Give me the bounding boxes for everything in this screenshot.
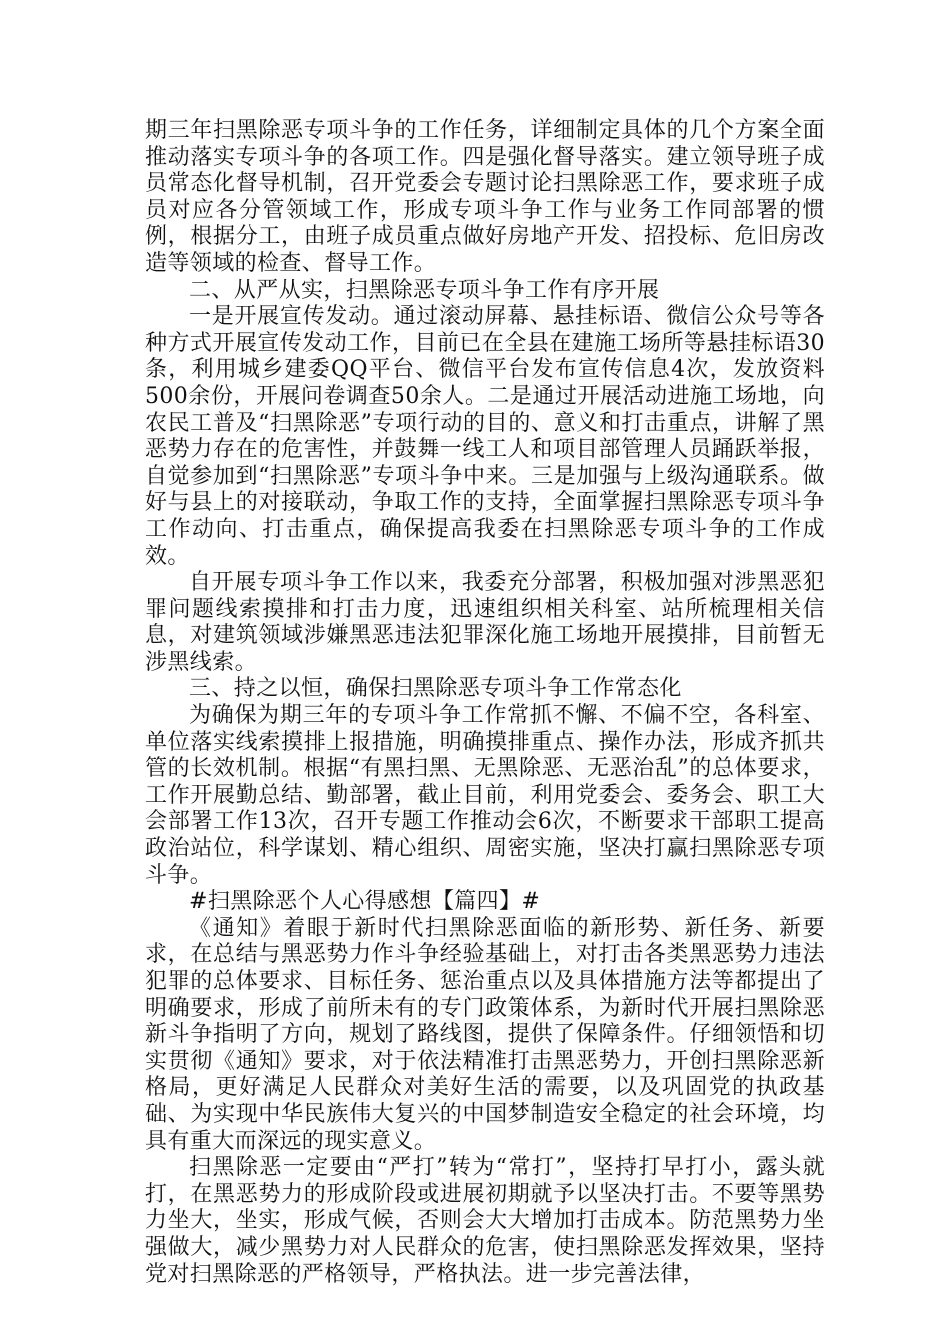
paragraph-publicity: 一是开展宣传发动。通过滚动屏幕、悬挂标语、微信公众号等各种方式开展宣传发动工作，目前已在全县在建施工场所等悬挂标语30条，利用城乡建委QQ平台、微信平台发布宣传信息4次，发放资料500余份，开展问卷调查50余人。二是通过开展活动进施工场地，向农民工普及“扫黑除恶”专项行动的目的、意义和打击重点，讲解了黑恶势力存在的危害性，并鼓舞一线工人和项目部管理人员踊跃举报，自觉参加到“扫黑除恶”专项斗争中来。三是加强与上级沟通联系。做好与县上的对接联动，争取工作的支持，全面掌握扫黑除恶专项斗争工作动向、打击重点，确保提高我委在扫黑除恶专项斗争的工作成效。 bbox=[145, 304, 825, 569]
paragraph-clue-screening: 自开展专项斗争工作以来，我委充分部署，积极加强对涉黑恶犯罪问题线索摸排和打击力度，迅速组织相关科室、站所梳理相关信息，对建筑领域涉嫌黑恶违法犯罪深化施工场地开展摸排，目前暂无涉黑线索。 bbox=[145, 570, 825, 675]
paragraph-regular-strike: 扫黑除恶一定要由“严打”转为“常打”，坚持打早打小，露头就打，在黑恶势力的形成阶段或进展初期就予以坚决打击。不要等黑势力坐大，坐实，形成气候，否则会大大增加打击成本。防范黑势力坐强做大，减少黑势力对人民群众的危害，使扫黑除恶发挥效果，坚持党对扫黑除恶的严格领导，严格执法。进一步完善法律， bbox=[145, 1155, 825, 1287]
chapter-heading-part-four: #扫黑除恶个人心得感想【篇四】# bbox=[189, 889, 541, 915]
paragraph-notice: 《通知》着眼于新时代扫黑除恶面临的新形势、新任务、新要求，在总结与黑恶势力作斗争经验基础上，对打击各类黑恶势力违法犯罪的总体要求、目标任务、惩治重点以及具体措施方法等都提出了明确要求，形成了前所未有的专门政策体系，为新时代开展扫黑除恶新斗争指明了方向，规划了路线图，提供了保障条件。仔细领悟和切实贯彻《通知》要求，对于依法精准打击黑恶势力，开创扫黑除恶新格局，更好满足人民群众对美好生活的需要，以及巩固党的执政基础、为实现中华民族伟大复兴的中国梦制造安全稳定的社会环境，均具有重大而深远的现实意义。 bbox=[145, 915, 825, 1154]
paragraph-continuation: 期三年扫黑除恶专项斗争的工作任务，详细制定具体的几个方案全面推动落实专项斗争的各项工作。四是强化督导落实。建立领导班子成员常态化督导机制，召开党委会专题讨论扫黑除恶工作，要求班子成员对应各分管领域工作，形成专项斗争工作与业务工作同部署的惯例，根据分工，由班子成员重点做好房地产开发、招投标、危旧房改造等领域的检查、督导工作。 bbox=[145, 118, 825, 276]
document-page bbox=[145, 118, 825, 1288]
paragraph-long-term-mechanism: 为确保为期三年的专项斗争工作常抓不懈、不偏不空，各科室、单位落实线索摸排上报措施，明确摸排重点、操作办法，形成齐抓共管的长效机制。根据“有黑扫黑、无黑除恶、无恶治乱”的总体要求，工作开展勤总结、勤部署，截止目前，利用党委会、委务会、职工大会部署工作13次，召开专题工作推动会6次，不断要求干部职工提高政治站位，科学谋划、精心组织、周密实施，坚决打赢扫黑除恶专项斗争。 bbox=[145, 703, 825, 888]
section-heading-two: 二、从严从实，扫黑除恶专项斗争工作有序开展 bbox=[189, 277, 660, 303]
section-heading-three: 三、持之以恒，确保扫黑除恶专项斗争工作常态化 bbox=[189, 676, 682, 702]
